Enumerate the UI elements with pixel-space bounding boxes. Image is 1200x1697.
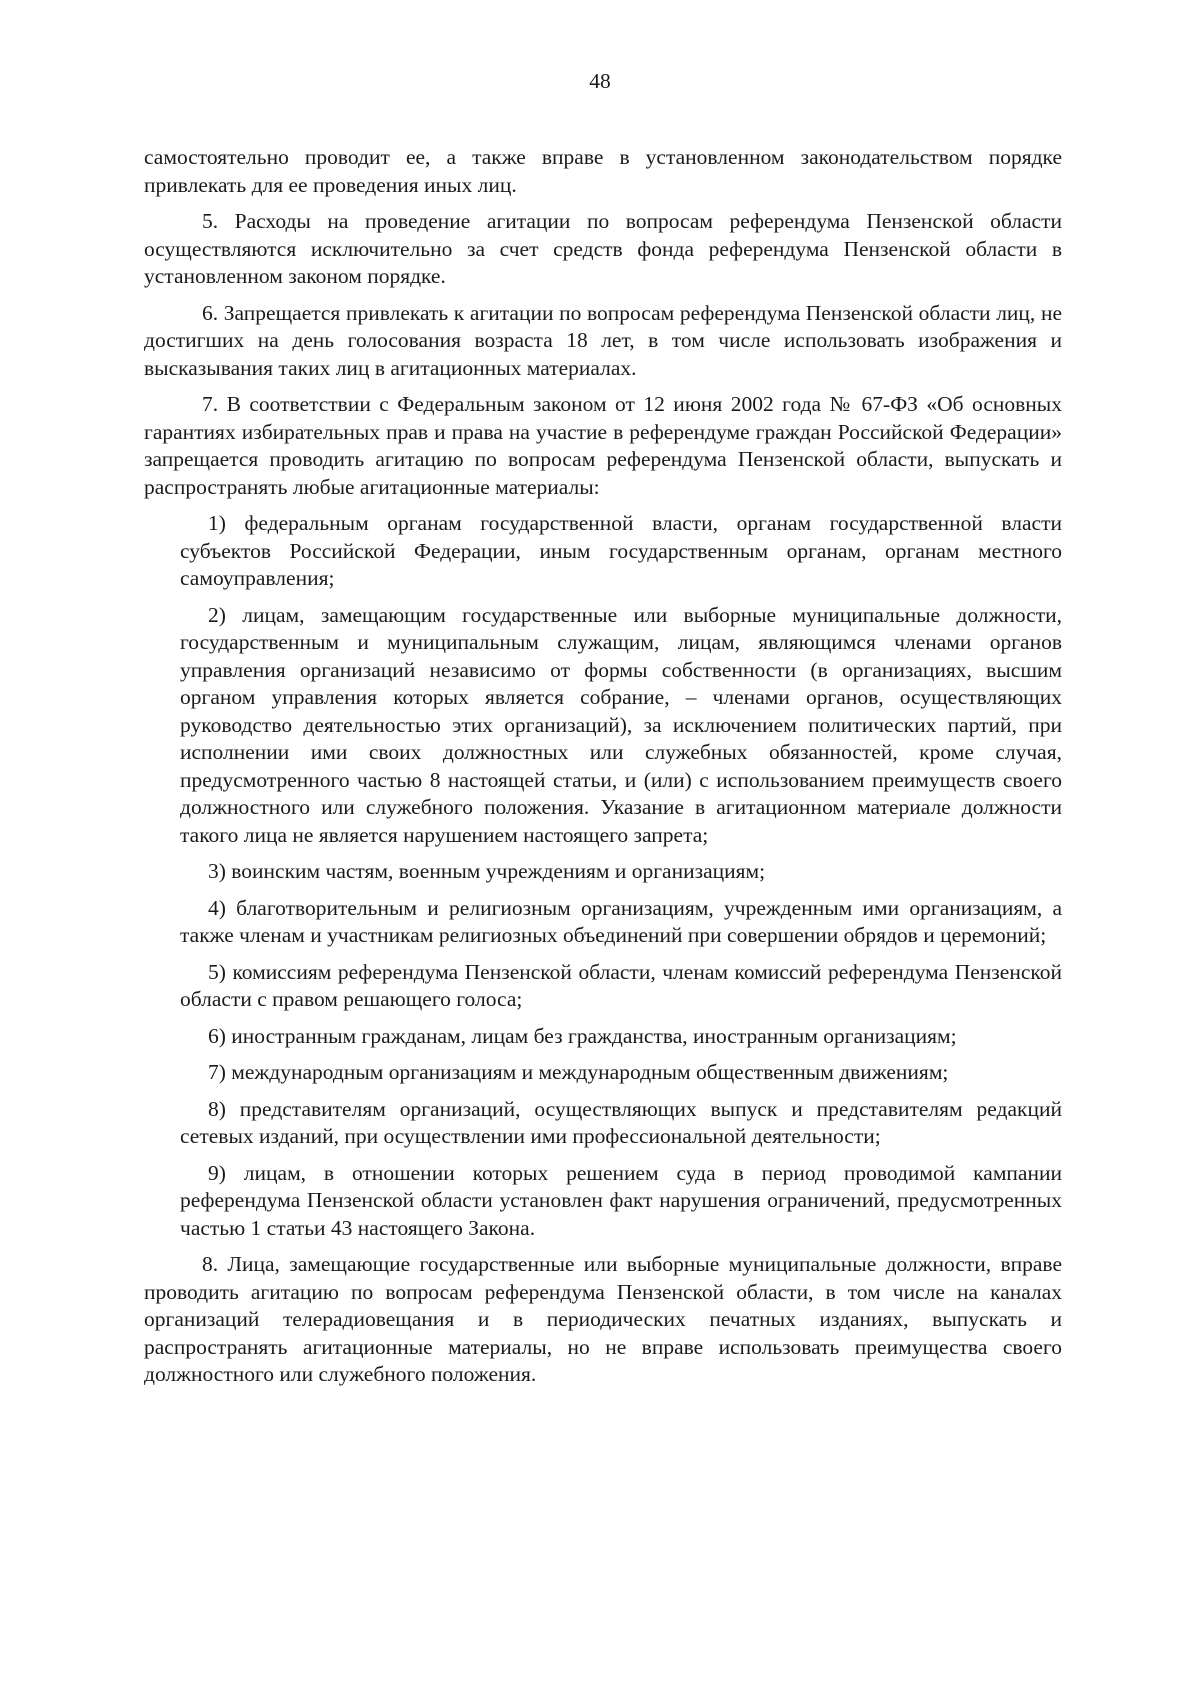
list-item: 2) лицам, замещающим государственные или выборные муниципальные должности, государственным и муниципальным служащим, лицам, являющимся членами органов управления организаций независимо от формы собственности (в организациях, высшим органом управления которых является собрание, – членами органов, осуществляющих руководство деятельностью этих организаций), за исключением политических партий, при исполнении ими своих должностных или служебных обязанностей, кроме случая, предусмотренного частью 8 настоящей статьи, и (или) с использованием преимуществ своего должностного или служебного положения. Указание в агитационном материале должности такого лица не является нарушением настоящего запрета; [180, 602, 1062, 847]
restriction-list [180, 510, 1062, 1242]
list-item: 4) благотворительным и религиозным организациям, учрежденным ими организациям, а также членам и участникам религиозных объединений при совершении обрядов и церемоний; [180, 895, 1062, 947]
list-item: 6) иностранным гражданам, лицам без гражданства, иностранным организациям; [208, 1023, 957, 1048]
list-item: 1) федеральным органам государственной власти, органам государственной власти субъектов Российской Федерации, иным государственным органам, органам местного самоуправления; [180, 511, 1062, 590]
page-number: 48 [589, 69, 611, 93]
list-item: 7) международным организациям и международным общественным движениям; [208, 1060, 949, 1084]
list-item: 5) комиссиям референдума Пензенской области, членам комиссий референдума Пензенской области с правом решающего голоса; [180, 959, 1062, 1011]
document-body [144, 144, 1062, 1398]
paragraph-5: 5. Расходы на проведение агитации по вопросам референдума Пензенской области осуществляются исключительно за счет средств фонда референдума Пензенской области в установленном законом порядке. [144, 209, 1062, 288]
list-item: 8) представителям организаций, осуществляющих выпуск и представителям редакций сетевых изданий, при осуществлении ими профессиональной деятельности; [180, 1096, 1062, 1148]
paragraph-7: 7. В соответствии с Федеральным законом от 12 июня 2002 года № 67-ФЗ «Об основных гарантиях избирательных прав и права на участие в референдуме граждан Российской Федерации» запрещается проводить агитацию по вопросам референдума Пензенской области, выпускать и распространять любые агитационные материалы: [144, 392, 1062, 499]
paragraph-8: 8. Лица, замещающие государственные или выборные муниципальные должности, вправе проводить агитацию по вопросам референдума Пензенской области, в том числе на каналах организаций телерадиовещания и в периодических печатных изданиях, выпускать и распространять агитационные материалы, но не вправе использовать преимущества своего должностного или служебного положения. [144, 1252, 1062, 1386]
list-item: 3) воинским частям, военным учреждениям и организациям; [208, 859, 766, 883]
list-item: 9) лицам, в отношении которых решением суда в период проводимой кампании референдума Пензенской области установлен факт нарушения ограничений, предусмотренных частью 1 статьи 43 настоящего Закона. [180, 1160, 1062, 1240]
paragraph-continuation: самостоятельно проводит ее, а также вправе в установленном законодательством порядке привлекать для ее проведения иных лиц. [144, 145, 1062, 197]
paragraph-6: 6. Запрещается привлекать к агитации по вопросам референдума Пензенской области лиц, не достигших на день голосования возраста 18 лет, в том числе использовать изображения и высказывания таких лиц в агитационных материалах. [144, 300, 1062, 380]
